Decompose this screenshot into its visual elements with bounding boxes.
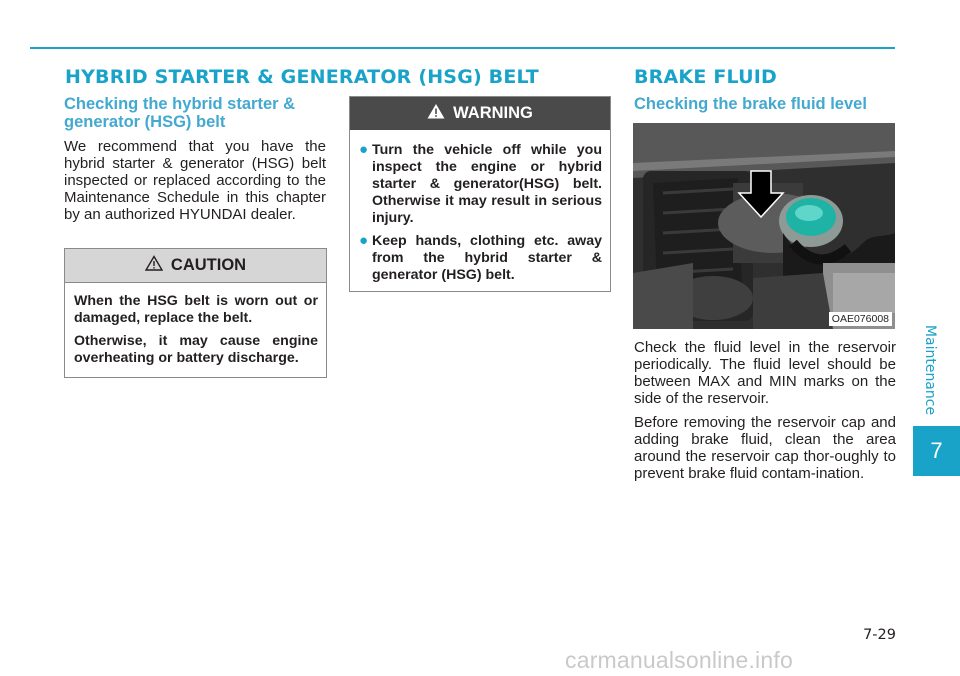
- warning-box: [349, 96, 611, 292]
- caution-paragraph-1: When the HSG belt is worn out or damaged, replace the belt.: [74, 293, 318, 326]
- warning-item: [359, 233, 602, 284]
- watermark: carmanualsonline.info: [565, 647, 793, 673]
- warning-item: [359, 142, 602, 227]
- caution-box: [64, 248, 327, 378]
- bullet-icon: ●: [359, 232, 369, 249]
- section-title-brake-fluid: BRAKE FLUID: [634, 66, 778, 88]
- hsg-body-paragraph: We recommend that you have the hybrid starter & generator (HSG) belt inspected or replaced according to the Maintenance Schedule in this chapter by an authorized HYUNDAI dealer.: [64, 138, 326, 223]
- brake-body: [634, 339, 896, 489]
- caution-paragraph-2: Otherwise, it may cause engine overheating or battery discharge.: [74, 333, 318, 366]
- caution-header: [65, 249, 326, 283]
- warning-list: [359, 142, 602, 284]
- warning-title: WARNING: [453, 104, 533, 122]
- brake-paragraph-1: Check the fluid level in the reservoir periodically. The fluid level should be between MAX and MIN marks on the side of the reservoir.: [634, 339, 896, 407]
- warning-item-text: Keep hands, clothing etc. away from the hybrid starter & generator (HSG) belt.: [372, 233, 602, 283]
- hsg-subheading: Checking the hybrid starter & generator (HSG) belt: [64, 95, 296, 131]
- photo-code: OAE076008: [829, 312, 892, 326]
- warning-body: [350, 130, 610, 298]
- caution-triangle-outline-icon: [145, 255, 163, 276]
- chapter-tab: 7: [913, 426, 960, 476]
- caution-body: [65, 283, 326, 381]
- hsg-body: [64, 138, 326, 230]
- page-number: 7-29: [863, 627, 896, 643]
- top-rule: [30, 47, 895, 49]
- caution-title: CAUTION: [170, 256, 247, 274]
- brake-subheading: Checking the brake fluid level: [634, 95, 867, 113]
- warning-header: [350, 97, 610, 130]
- chapter-side-label-text: Maintenance: [922, 324, 938, 416]
- warning-triangle-filled-icon: [427, 103, 445, 124]
- brake-paragraph-2: Before removing the reservoir cap and adding brake fluid, clean the area around the reservoir cap thor-oughly to prevent brake fluid contam-ination.: [634, 414, 896, 482]
- engine-bay-photo: [633, 123, 895, 329]
- warning-item-text: Turn the vehicle off while you inspect the engine or hybrid starter & generator(HSG) belt. Otherwise it may result in serious injury.: [372, 142, 602, 226]
- section-title-hsg-belt: HYBRID STARTER & GENERATOR (HSG) BELT: [65, 66, 539, 88]
- bullet-icon: ●: [359, 141, 369, 158]
